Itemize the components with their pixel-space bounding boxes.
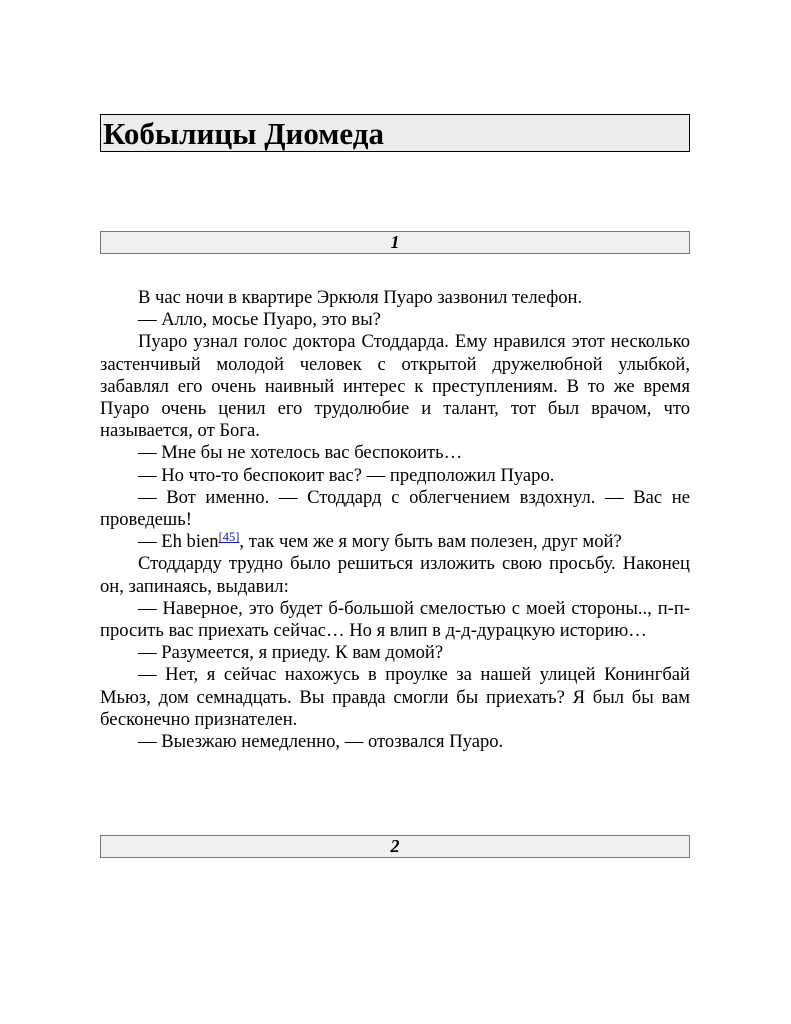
paragraph-text: — Eh bien (138, 531, 219, 553)
paragraph: — Нет, я сейчас нахожусь в проулке за нашей улицей Конингбай Мьюз, дом семнадцать. Вы правда смогли бы приехать? Я был бы вам бесконечно признателен. (100, 664, 690, 730)
section-header-1: 1 (100, 231, 690, 254)
paragraph: — Мне бы не хотелось вас беспокоить… (138, 442, 463, 464)
paragraph: — Но что-то беспокоит вас? — предположил Пуаро. (138, 464, 555, 486)
paragraph-with-footnote (100, 531, 690, 553)
paragraph: В час ночи в квартире Эркюля Пуаро зазвонил телефон. (138, 287, 583, 308)
paragraph: Стоддарду трудно было решиться изложить свою просьбу. Наконец он, запинаясь, выдавил: (100, 553, 690, 597)
paragraph: — Разумеется, я приеду. К вам домой? (138, 642, 444, 664)
footnote-link[interactable]: [45] (218, 530, 240, 545)
paragraph-text: , так чем же я могу быть вам полезен, друг мой? (239, 531, 622, 553)
paragraph: — Наверное, это будет б-большой смелостью с моей стороны.., п-п-просить вас приехать сейчас… Но я влип в д-д-дурацкую историю… (100, 597, 690, 642)
section-header-2: 2 (100, 835, 690, 858)
paragraph: — Вот именно. — Стоддард с облегчением вздохнул. — Вас не проведешь! (100, 486, 690, 531)
chapter-title: Кобылицы Диомеда (100, 114, 690, 152)
paragraph: Пуаро узнал голос доктора Стоддарда. Ему нравился этот несколько застенчивый молодой человек с открытой дружелюбной улыбкой, забавлял его очень наивный интерес к преступлениям. В то же время Пуаро очень ценил его трудолюбие и талант, тот был врачом, что называется, от Бога. (100, 331, 690, 442)
chapter-text (100, 287, 690, 753)
paragraph: — Алло, мосье Пуаро, это вы? (138, 309, 381, 331)
paragraph: — Выезжаю немедленно, — отозвался Пуаро. (138, 731, 504, 753)
